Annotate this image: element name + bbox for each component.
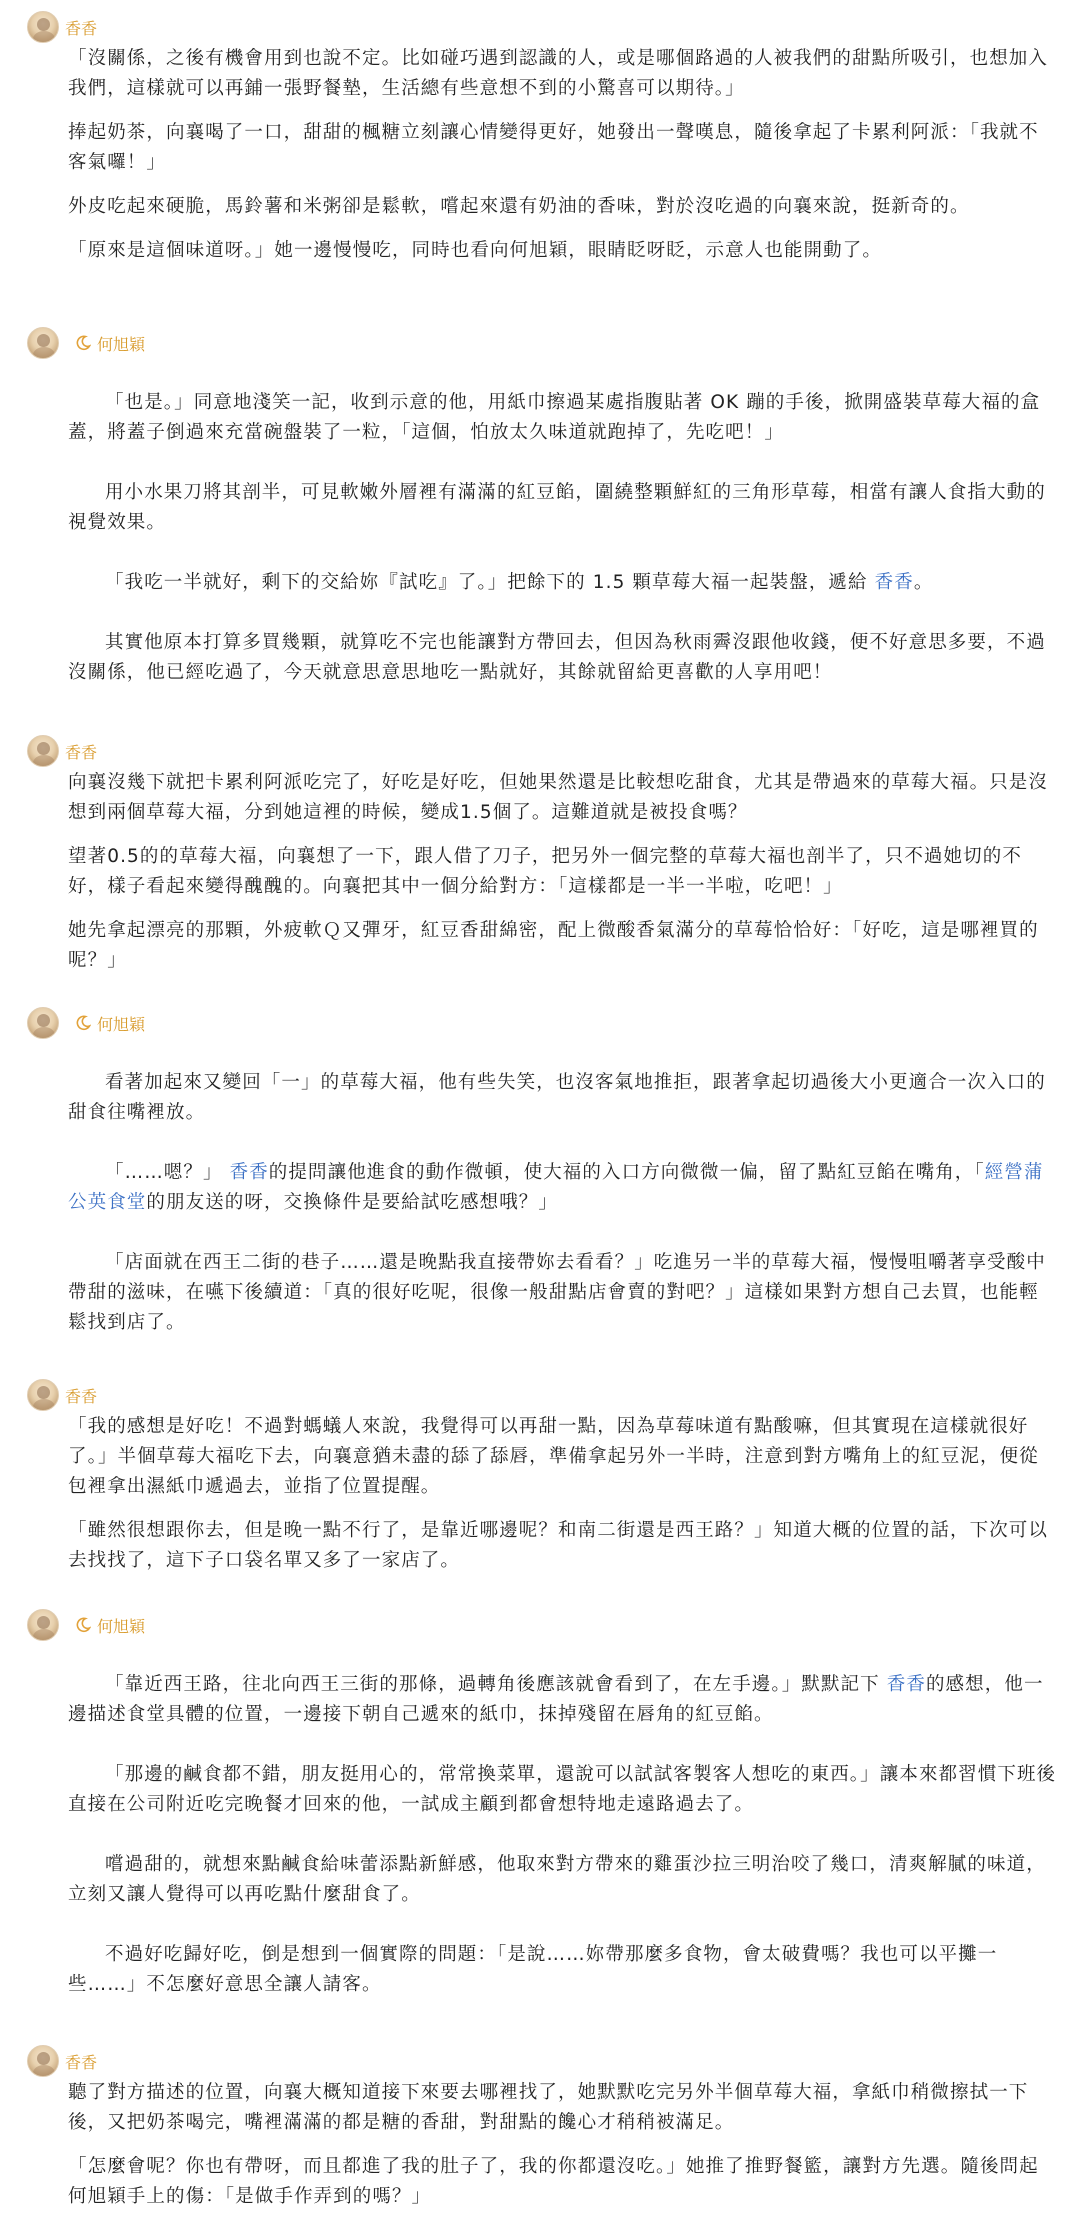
- author-name[interactable]: 何旭穎: [97, 336, 146, 354]
- post-header: [27, 2044, 97, 2078]
- paragraph: 「店面就在西王二街的巷子……還是晚點我直接帶妳去看看？」吃進另一半的草莓大福，慢慢咀嚼著享受酸中帶甜的滋味，在嚥下後續道：「真的很好吃呢，很像一般甜點店會賣的對吧？」這樣如果對方想自己去買，也能輕鬆找到店了。: [68, 1252, 1046, 1333]
- paragraph: 嚐過甜的，就想來點鹹食給味蕾添點新鮮感，他取來對方帶來的雞蛋沙拉三明治咬了幾口，清爽解膩的味道，立刻又讓人覺得可以再吃點什麼甜食了。: [68, 1854, 1046, 1905]
- author-name[interactable]: 香香: [65, 2054, 98, 2072]
- post-header: [27, 1608, 145, 1642]
- author-name[interactable]: 香香: [65, 20, 98, 38]
- paragraph: 外皮吃起來硬脆，馬鈴薯和米粥卻是鬆軟，嚐起來還有奶油的香味，對於沒吃過的向襄來說，挺新奇的。: [68, 196, 970, 217]
- user-mention[interactable]: 香香: [229, 1162, 269, 1183]
- post-header: [27, 1378, 97, 1412]
- post-body: [68, 388, 1058, 718]
- paragraph: 「我的感想是好吃！不過對螞蟻人來說，我覺得可以再甜一點，因為草莓味道有點酸嘛，但其實現在這樣就很好了。」半個草莓大福吃下去，向襄意猶未盡的舔了舔唇，準備拿起另外一半時，注意到對方嘴角上的紅豆泥，便從包裡拿出濕紙巾遞過去，並指了位置提醒。: [68, 1416, 1039, 1497]
- paragraph: 捧起奶茶，向襄喝了一口，甜甜的楓糖立刻讓心情變得更好，她發出一聲嘆息，隨後拿起了卡累利阿派：「我就不客氣囉！」: [68, 122, 1039, 173]
- avatar[interactable]: [27, 1379, 59, 1411]
- paragraph: 聽了對方描述的位置，向襄大概知道接下來要去哪裡找了，她默默吃完另外半個草莓大福，拿紙巾稍微擦拭一下後，又把奶茶喝完，嘴裡滿滿的都是糖的香甜，對甜點的饞心才稍稍被滿足。: [68, 2082, 1029, 2133]
- post-body: [68, 1412, 1058, 1590]
- paragraph: 看著加起來又變回「一」的草莓大福，他有些失笑，也沒客氣地推拒，跟著拿起切過後大小更適合一次入口的甜食往嘴裡放。: [68, 1072, 1046, 1123]
- paragraph: [68, 1670, 1058, 1730]
- post-body: [68, 1068, 1058, 1368]
- crescent-moon-icon: [75, 335, 91, 351]
- paragraph-text: 「我吃一半就好，剩下的交給妳『試吃』了。」把餘下的 1.5 顆草莓大福一起裝盤，遞給: [105, 572, 875, 593]
- paragraph: [68, 568, 1058, 598]
- avatar[interactable]: [27, 1609, 59, 1641]
- paragraph: 她先拿起漂亮的那顆，外疲軟Ｑ又彈牙，紅豆香甜綿密，配上微酸香氣滿分的草莓恰恰好：「好吃，這是哪裡買的呢？」: [68, 920, 1039, 971]
- paragraph: 用小水果刀將其剖半，可見軟嫩外層裡有滿滿的紅豆餡，圍繞整顆鮮紅的三角形草莓，相當有讓人食指大動的視覺效果。: [68, 482, 1046, 533]
- paragraph-text: 的感想，他一邊描述食堂具體的位置，一邊接下朝自己遞來的紙巾，抹掉殘留在唇角的紅豆餡。: [68, 1674, 1044, 1725]
- avatar[interactable]: [27, 1007, 59, 1039]
- paragraph-text: 的提問讓他進食的動作微頓，使大福的入口方向微微一偏，留了點紅豆餡在嘴角，「: [268, 1162, 985, 1183]
- paragraph-text: 「靠近西王路，往北向西王三街的那條，過轉角後應該就會看到了，在左手邊。」默默記下: [105, 1674, 887, 1695]
- author-name[interactable]: 香香: [65, 1388, 98, 1406]
- place-link[interactable]: 經營蒲公英食堂: [68, 1162, 1044, 1213]
- user-mention[interactable]: 香香: [886, 1674, 926, 1695]
- paragraph: 「原來是這個味道呀。」她一邊慢慢吃，同時也看向何旭穎，眼睛眨呀眨，示意人也能開動了。: [68, 240, 882, 261]
- avatar[interactable]: [27, 2045, 59, 2077]
- post-header: [27, 734, 97, 768]
- paragraph: 向襄沒幾下就把卡累利阿派吃完了，好吃是好吃，但她果然還是比較想吃甜食，尤其是帶過來的草莓大福。只是沒想到兩個草莓大福，分到她這裡的時候，變成1.5個了。這難道就是被投食嗎？: [68, 772, 1049, 823]
- paragraph: 「怎麼會呢？你也有帶呀，而且都進了我的肚子了，我的你都還沒吃。」她推了推野餐籃，讓對方先選。隨後問起何旭穎手上的傷：「是做手作弄到的嗎？」: [68, 2156, 1039, 2207]
- post-body: [68, 2078, 1058, 2226]
- paragraph: [68, 1158, 1058, 1218]
- crescent-moon-icon: [75, 1015, 91, 1031]
- paragraph: 不過好吃歸好吃，倒是想到一個實際的問題：「是說……妳帶那麼多食物，會太破費嗎？我也可以平攤一些……」不怎麼好意思全讓人請客。: [68, 1944, 998, 1995]
- avatar[interactable]: [27, 11, 59, 43]
- paragraph: 望著0.5的的草莓大福，向襄想了一下，跟人借了刀子，把另外一個完整的草莓大福也剖半了，只不過她切的不好，樣子看起來變得醜醜的。向襄把其中一個分給對方：「這樣都是一半一半啦，吃吧！」: [68, 846, 1022, 897]
- paragraph: 「沒關係，之後有機會用到也說不定。比如碰巧遇到認識的人，或是哪個路過的人被我們的甜點所吸引，也想加入我們，這樣就可以再鋪一張野餐墊，生活總有些意想不到的小驚喜可以期待。」: [68, 48, 1049, 99]
- post-body: [68, 768, 1058, 990]
- crescent-moon-icon: [75, 1617, 91, 1633]
- post-body: [68, 44, 1058, 280]
- paragraph: 「也是。」同意地淺笑一記，收到示意的他，用紙巾擦過某處指腹貼著 OK 蹦的手後，掀開盛裝草莓大福的盒蓋，將蓋子倒過來充當碗盤裝了一粒，「這個，怕放太久味道就跑掉了，先吃吧！」: [68, 392, 1041, 443]
- post-header: [27, 326, 145, 360]
- post-header: [27, 10, 97, 44]
- post-body: [68, 1670, 1058, 2030]
- avatar[interactable]: [27, 327, 59, 359]
- paragraph-text: 的朋友送的呀，交換條件是要給試吃感想哦？」: [146, 1192, 559, 1213]
- post-header: [27, 1006, 145, 1040]
- user-mention[interactable]: 香香: [874, 572, 914, 593]
- author-name[interactable]: 何旭穎: [97, 1016, 146, 1034]
- avatar[interactable]: [27, 735, 59, 767]
- paragraph: 其實他原本打算多買幾顆，就算吃不完也能讓對方帶回去，但因為秋雨霽沒跟他收錢，便不好意思多要，不過沒關係，他已經吃過了，今天就意思意思地吃一點就好，其餘就留給更喜歡的人享用吧！: [68, 632, 1046, 683]
- paragraph-text: 。: [913, 572, 934, 593]
- paragraph-text: 「……嗯？」: [105, 1162, 230, 1183]
- paragraph: 「雖然很想跟你去，但是晚一點不行了，是靠近哪邊呢？和南二街還是西王路？」知道大概的位置的話，下次可以去找找了，這下子口袋名單又多了一家店了。: [68, 1520, 1049, 1571]
- paragraph: 「那邊的鹹食都不錯，朋友挺用心的，常常換菜單，還說可以試試客製客人想吃的東西。」讓本來都習慣下班後直接在公司附近吃完晚餐才回來的他，一試成主顧到都會想特地走遠路過去了。: [68, 1764, 1057, 1815]
- author-name[interactable]: 香香: [65, 744, 98, 762]
- author-name[interactable]: 何旭穎: [97, 1618, 146, 1636]
